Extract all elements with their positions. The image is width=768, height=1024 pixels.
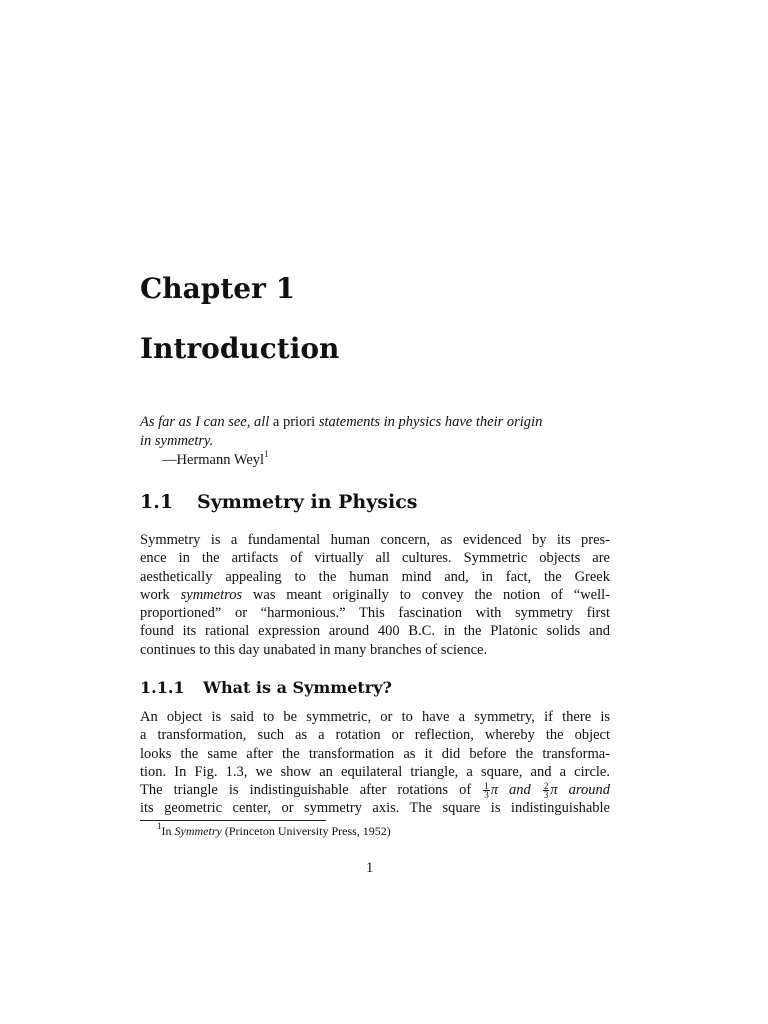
fraction-denominator: 3 (484, 790, 489, 801)
paragraph-line (140, 586, 610, 604)
footnote-text: (Princeton University Press, 1952) (221, 824, 391, 838)
paragraph-line: continues to this day unabated in many branches of science. (140, 641, 488, 658)
epigraph-attribution (140, 451, 610, 470)
epigraph (140, 413, 610, 470)
page-number: 1 (366, 860, 374, 876)
paragraph-line: aesthetically appealing to the human mind and, in fact, the Greek (140, 568, 610, 585)
footnote-marker: 1 (157, 821, 162, 831)
text-run: work (140, 586, 181, 603)
text-run: The triangle is indistinguishable after rotations of (140, 782, 483, 799)
text-run: π around (550, 782, 610, 799)
paragraph-line: proportioned” or “harmonious.” This fascination with symmetry first (140, 605, 610, 622)
footnote-marker[interactable]: 1 (264, 449, 269, 460)
epigraph-text: in symmetry. (140, 433, 214, 449)
epigraph-text: all (253, 414, 270, 430)
paragraph-line: An object is said to be symmetric, or to have a symmetry, if there is (140, 709, 610, 725)
paragraph-line: tion. In Fig. 1.3, we show an equilateral triangle, a square, and a circle. (140, 763, 610, 780)
fraction-one-third (483, 782, 490, 799)
footnote-divider (140, 820, 326, 821)
subsection-heading (140, 678, 392, 697)
paragraph-line: a transformation, such as a rotation or reflection, whereby the object (140, 727, 610, 744)
epigraph-text: a priori (269, 414, 319, 430)
epigraph-text: As far as I can see, (140, 414, 254, 430)
fraction-numerator: 2 (543, 781, 549, 792)
paragraph-line: Symmetry is a fundamental human concern, as evidenced by its pres- (140, 532, 610, 548)
section-title: Symmetry in Physics (197, 491, 418, 513)
paragraph-line (140, 781, 610, 799)
subsection-title: What is a Symmetry? (203, 678, 392, 697)
epigraph-line-2 (140, 432, 610, 451)
section-heading (140, 491, 417, 513)
section-number: 1.1 (140, 491, 174, 513)
footnote (157, 821, 391, 839)
subsection-number: 1.1.1 (140, 678, 185, 697)
fraction-numerator: 1 (484, 781, 489, 792)
text-run: was meant originally to convey the notion of “well- (242, 586, 610, 603)
chapter-title: Introduction (140, 332, 340, 365)
paragraph-line: its geometric center, or symmetry axis. The square is indistinguishable (140, 800, 610, 817)
epigraph-line-1 (140, 413, 610, 432)
fraction-denominator: 3 (543, 790, 549, 801)
section-paragraph (140, 531, 610, 659)
paragraph-line: ence in the artifacts of virtually all cultures. Symmetric objects are (140, 550, 610, 567)
paragraph-line: found its rational expression around 400 B.C. in the Platonic solids and (140, 623, 610, 640)
paragraph-line: looks the same after the transformation as it did before the transforma- (140, 745, 610, 762)
footnote-text: Symmetry (174, 824, 222, 838)
subsection-paragraph (140, 708, 610, 818)
epigraph-text: statements in physics have their origin (318, 414, 543, 430)
text-run: symmetros (180, 586, 243, 603)
attribution-text: —Hermann Weyl (162, 452, 265, 468)
fraction-two-thirds (543, 782, 550, 799)
text-run: π and (490, 782, 542, 799)
footnote-text: In (161, 824, 175, 838)
chapter-label: Chapter 1 (140, 272, 296, 305)
